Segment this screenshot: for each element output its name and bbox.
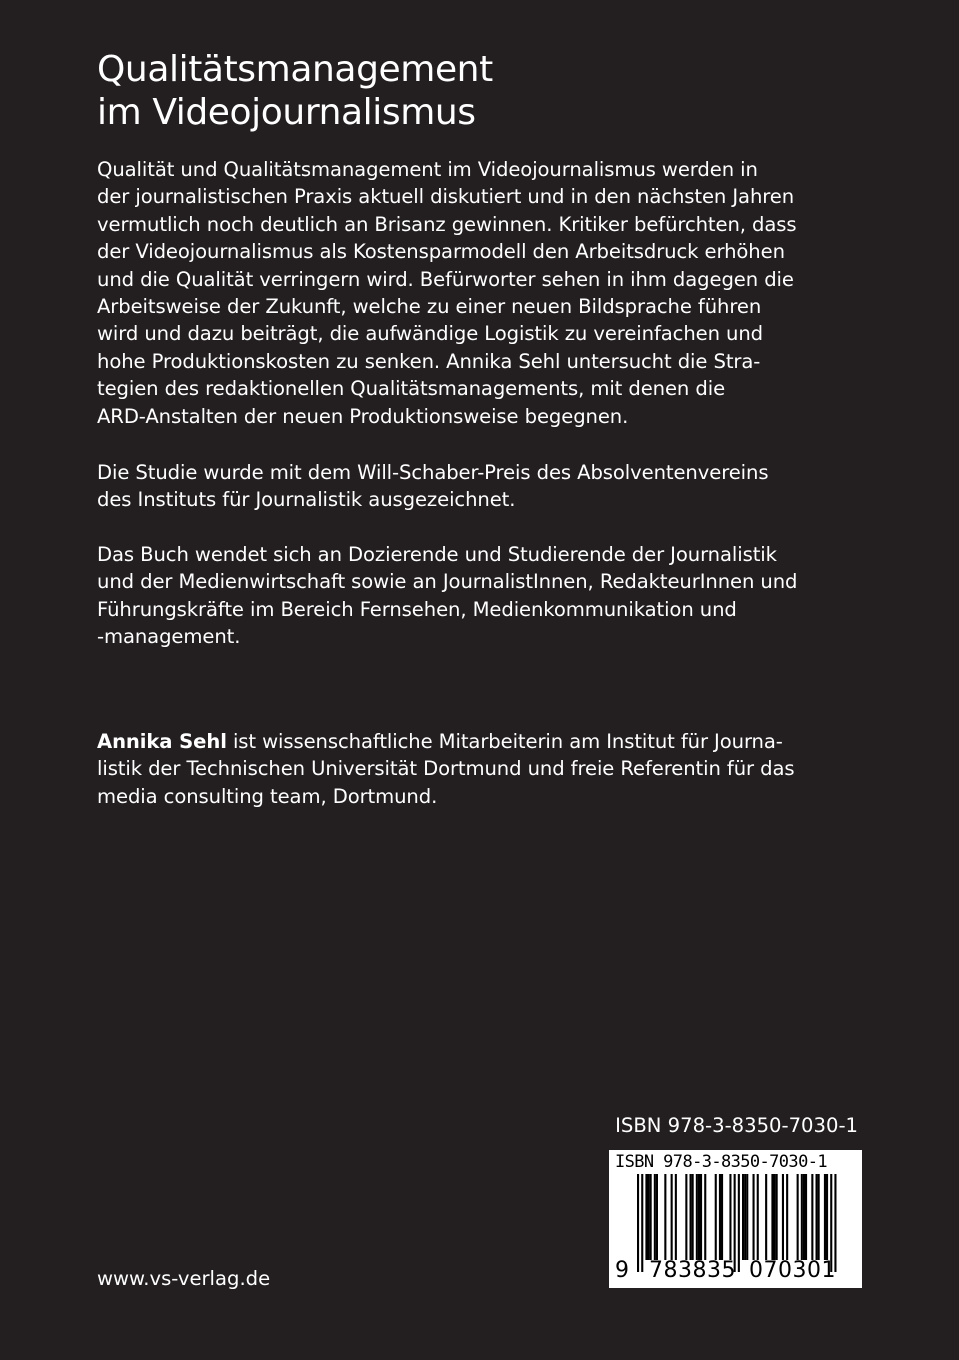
barcode-bar <box>719 1174 721 1260</box>
text-line: Das Buch wendet sich an Dozierende und Studierende der Journalistik <box>97 543 777 566</box>
barcode-bar <box>690 1174 692 1260</box>
barcode-bar <box>721 1174 723 1260</box>
text-line: und die Qualität verringern wird. Befürworter sehen in ihm dagegen die <box>97 267 794 291</box>
barcode-bar <box>637 1174 639 1272</box>
barcode-bar <box>645 1174 647 1260</box>
barcode-bar <box>801 1174 803 1260</box>
barcode-bar <box>826 1174 828 1260</box>
text-line: der Videojournalismus als Kostensparmodell den Arbeitsdruck erhöhen <box>97 240 785 264</box>
barcode-right-digits: 070301 <box>749 1258 836 1283</box>
text-line: hohe Produktionskosten zu senken. Annika Sehl untersucht die Stra- <box>97 349 761 373</box>
barcode-bar <box>744 1174 746 1260</box>
author-bio-line-1: ist wissenschaftliche Mitarbeiterin am Institut für Journa- <box>226 730 783 753</box>
publisher-url: www.vs-verlag.de <box>97 1267 271 1290</box>
barcode-bar <box>685 1174 687 1260</box>
barcode-bar <box>742 1174 744 1260</box>
barcode-bar <box>811 1174 813 1260</box>
barcode-bar <box>704 1174 706 1260</box>
barcode-bar <box>729 1174 731 1260</box>
title-line-1: Qualitätsmanagement <box>97 49 493 90</box>
barcode-first-digit: 9 <box>615 1258 630 1283</box>
barcode-bar <box>664 1174 666 1260</box>
barcode-bar <box>650 1174 652 1260</box>
barcode-bar <box>765 1174 767 1260</box>
barcode-bar <box>671 1174 673 1260</box>
text-line <box>97 728 794 755</box>
barcode-bar <box>774 1174 776 1260</box>
barcode-bar <box>675 1174 677 1260</box>
barcode-bar <box>715 1174 717 1260</box>
isbn-barcode <box>609 1150 862 1288</box>
author-name: Annika Sehl <box>97 730 227 753</box>
barcode-bar <box>786 1174 788 1260</box>
book-title <box>97 48 493 134</box>
barcode-bar <box>698 1174 700 1260</box>
description-paragraph <box>97 156 797 430</box>
text-line: Qualität und Qualitätsmanagement im Videojournalismus werden in <box>97 158 758 181</box>
text-line: media consulting team, Dortmund. <box>97 784 438 808</box>
title-line-2: im Videojournalismus <box>97 92 476 133</box>
text-line: und der Medienwirtschaft sowie an JournalistInnen, RedakteurInnen und <box>97 570 798 594</box>
barcode-bar <box>757 1174 759 1260</box>
barcode-bar <box>816 1174 818 1260</box>
text-line: Führungskräfte im Bereich Fernsehen, Medienkommunikation und <box>97 597 737 621</box>
text-line: des Instituts für Journalistik ausgezeichnet. <box>97 488 516 512</box>
text-line: listik der Technischen Universität Dortmund und freie Referentin für das <box>97 757 795 781</box>
text-line: ARD-Anstalten der neuen Produktionsweise begegnen. <box>97 404 629 428</box>
barcode-bar <box>656 1174 658 1260</box>
text-line: vermutlich noch deutlich an Brisanz gewinnen. Kritiker befürchten, dass <box>97 212 797 236</box>
barcode-bar <box>641 1174 643 1272</box>
barcode-left-digits: 783835 <box>649 1258 736 1283</box>
barcode-bar <box>776 1174 778 1260</box>
barcode-bar <box>692 1174 694 1260</box>
barcode-bar <box>803 1174 805 1260</box>
text-line: -management. <box>97 625 241 649</box>
barcode-isbn-text: ISBN 978-3-8350-7030-1 <box>615 1152 827 1172</box>
text-line: Die Studie wurde mit dem Will-Schaber-Preis des Absolventenvereins <box>97 461 769 484</box>
barcode-bar <box>696 1174 698 1260</box>
barcode-bar <box>738 1174 740 1272</box>
author-bio <box>97 728 794 810</box>
audience-paragraph <box>97 541 797 651</box>
text-line: tegien des redaktionellen Qualitätsmanagements, mit denen die <box>97 377 726 401</box>
text-line: wird und dazu beiträgt, die aufwändige Logistik zu vereinfachen und <box>97 322 764 346</box>
barcode-bar <box>797 1174 799 1260</box>
barcode-bar <box>824 1174 826 1260</box>
barcode-bar <box>700 1174 702 1260</box>
barcode-bar <box>782 1174 784 1260</box>
barcode-bar <box>746 1174 748 1260</box>
barcode-bar <box>805 1174 807 1260</box>
barcode-bar <box>753 1174 755 1260</box>
barcode-bar <box>818 1174 820 1260</box>
text-line: der journalistischen Praxis aktuell diskutiert und in den nächsten Jahren <box>97 185 795 209</box>
award-paragraph <box>97 459 768 514</box>
text-line: Arbeitsweise der Zukunft, welche zu einer neuen Bildsprache führen <box>97 295 762 319</box>
isbn-label: ISBN 978-3-8350-7030-1 <box>615 1114 858 1137</box>
barcode-bar <box>771 1174 773 1260</box>
barcode-bar <box>654 1174 656 1260</box>
barcode-bar <box>648 1174 650 1260</box>
